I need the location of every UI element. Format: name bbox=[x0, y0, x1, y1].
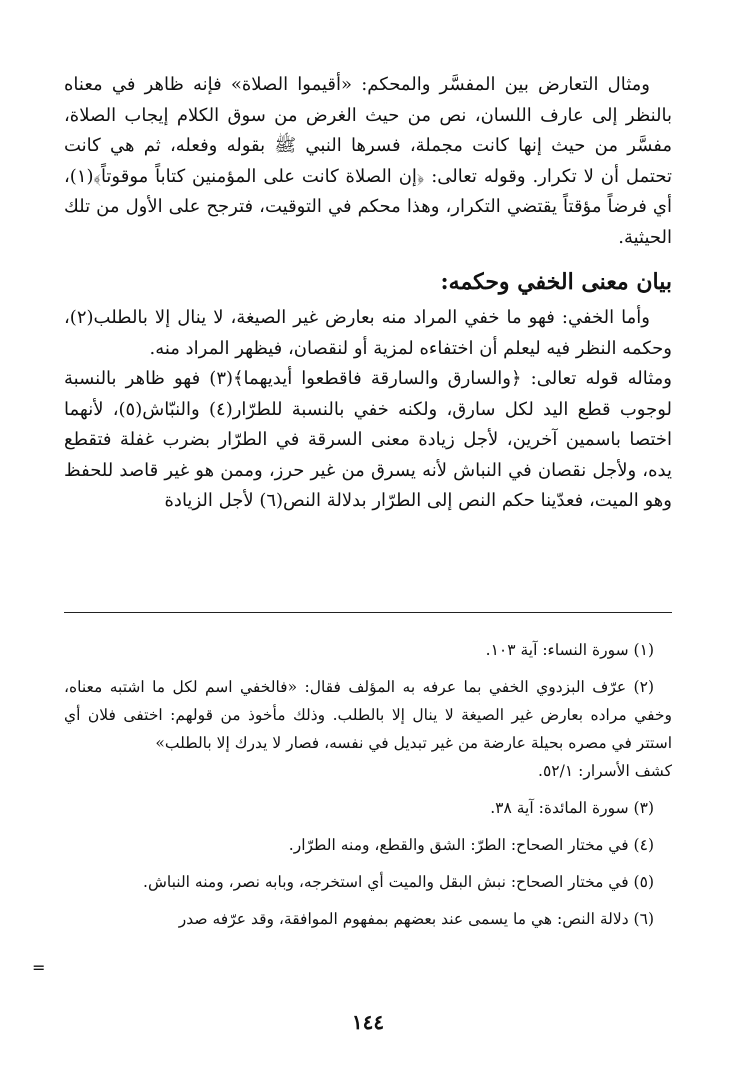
footnote-5: (٥) في مختار الصحاح: نبش البقل والميت أي استخرجه، وبابه نصر، ومنه النباش. bbox=[143, 873, 654, 891]
footnote-4: (٤) في مختار الصحاح: الطرّ: الشق والقطع، ومنه الطرّار. bbox=[288, 836, 654, 854]
page-number: ١٤٤ bbox=[351, 1010, 385, 1034]
footnote-separator bbox=[64, 612, 672, 613]
footnote-6: (٦) دلالة النص: هي ما يسمى عند بعضهم بمفهوم الموافقة، وقد عرّفه صدر bbox=[178, 910, 654, 928]
footnote-2: (٢) عرّف البزدوي الخفي بما عرفه به المؤلف فقال: «فالخفي اسم لكل ما اشتبه معناه، وخفي مراده بعارض غير الصيغة لا ينال إلا بالطلب. وذلك مأخوذ من قولهم: اختفى فلان أي استتر في مصره بحيلة عارضة من غير تبديل في نفسه، فصار لا يدرك إلا بالطلب» bbox=[64, 678, 672, 752]
main-text bbox=[64, 70, 672, 517]
footnote-3: (٣) سورة المائدة: آية ٣٨. bbox=[490, 799, 654, 817]
paragraph-contradiction-example: ومثال التعارض بين المفسَّر والمحكم: «أقيموا الصلاة» فإنه ظاهر في معناه بالنظر إلى عارف اللسان، نص من حيث الغرض من سوق الكلام إيجاب الصلاة، مفسَّر من حيث إنها كانت مجملة، فسرها النبي ﷺ بقوله وفعله، ثم هي كانت تحتمل أن لا تكرار. وقوله تعالى: ﴿إن الصلاة كانت على المؤمنين كتاباً موقوتاً﴾(١)، أي فرضاً مؤقتاً يقتضي التكرار، وهذا محكم في التوقيت، فترجح على الأول من تلك الحيثية. bbox=[64, 74, 672, 248]
section-heading: بيان معنى الخفي وحكمه: bbox=[440, 269, 672, 295]
paragraph-khafi-definition: وأما الخفي: فهو ما خفي المراد منه بعارض غير الصيغة، لا ينال إلا بالطلب(٢)، وحكمه النظر فيه ليعلم أن اختفاءه لمزية أو لنقصان، فيظهر المراد منه. bbox=[64, 307, 672, 359]
continuation-mark: = bbox=[32, 958, 46, 977]
footnote-1: (١) سورة النساء: آية ١٠٣. bbox=[485, 641, 654, 659]
paragraph-khafi-example: ومثاله قوله تعالى: ﴿والسارق والسارقة فاقطعوا أيديهما﴾(٣) فهو ظاهر بالنسبة لوجوب قطع اليد لكل سارق، ولكنه خفي بالنسبة للطرّار(٤) والنبّاش(٥)، لأنهما اختصا باسمين آخرين، لأجل زيادة معنى السرقة في الطرّار بضرب غفلة فتقطع يده، ولأجل نقصان في النباش لأنه يسرق من غير حرز، وممن هو غير قاصد للحفظ وهو الميت، فعدّينا حكم النص إلى الطرّار بدلالة النص(٦) لأجل الزيادة bbox=[64, 368, 672, 511]
footnotes bbox=[64, 636, 672, 933]
footnote-2-reference: كشف الأسرار: ٥٢/١. bbox=[538, 762, 672, 780]
